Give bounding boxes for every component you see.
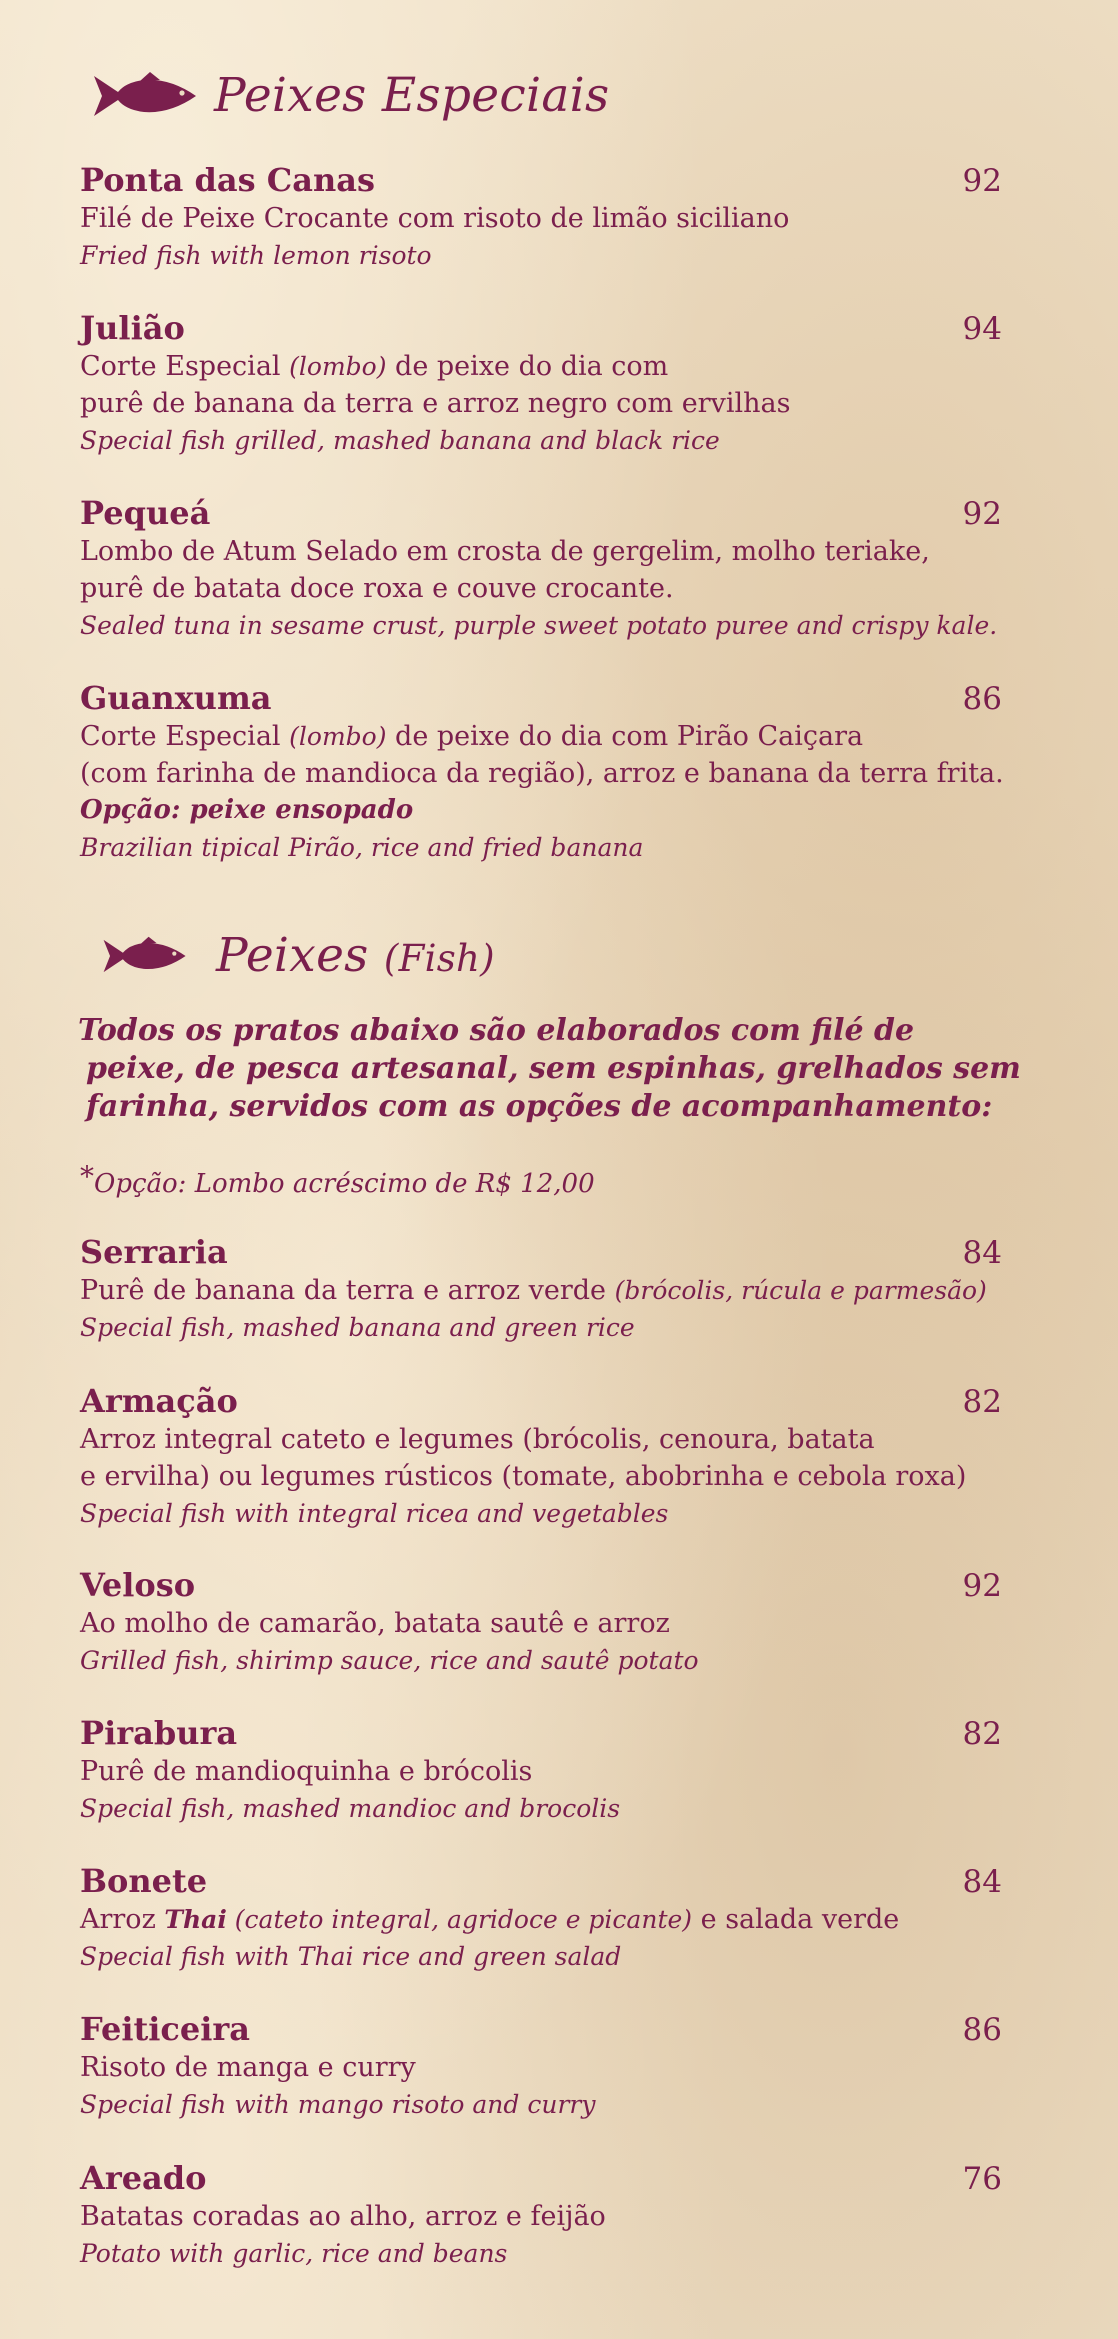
item-price: 92 [962, 496, 1002, 532]
item-price: 84 [962, 1864, 1002, 1900]
item-price: 84 [962, 1235, 1002, 1271]
menu-item-juliao [80, 309, 1010, 459]
menu-item-veloso [80, 1566, 1010, 1679]
item-price: 92 [962, 163, 1002, 199]
item-description-line2: e ervilha) ou legumes rústicos (tomate, abobrinha e cebola roxa) [80, 1461, 967, 1492]
section-intro [78, 1012, 1038, 1126]
fish-icon [92, 70, 204, 122]
desc-part: Corte Especial [80, 721, 290, 752]
item-description-line2: purê de banana da terra e arroz negro com ervilhas [80, 388, 791, 419]
section-title [216, 928, 495, 983]
item-description: Risoto de manga e curry [80, 2052, 416, 2083]
item-description-en: Potato with garlic, rice and beans [80, 2239, 508, 2268]
intro-line: peixe, de pesca artesanal, sem espinhas, grelhados sem [86, 1051, 1021, 1086]
item-price: 94 [962, 311, 1002, 347]
menu-item-guanxuma [80, 679, 1010, 866]
fish-icon [102, 935, 192, 977]
item-description-en: Special fish grilled, mashed banana and black rice [80, 426, 720, 455]
item-description: Batatas coradas ao alho, arroz e feijão [80, 2201, 606, 2232]
section-title: Peixes Especiais [214, 68, 610, 123]
menu-item-areado [80, 2159, 1010, 2272]
desc-part: de peixe do dia com Pirão Caiçara [386, 721, 864, 752]
desc-italic: (lombo) [289, 722, 387, 751]
item-description-en: Special fish, mashed mandioc and brocolis [80, 1794, 621, 1823]
item-description [80, 1901, 1010, 1938]
item-description: Lombo de Atum Selado em crosta de gergelim, molho teriake, [80, 536, 930, 567]
item-description-en: Fried fish with lemon risoto [80, 241, 432, 270]
intro-line: farinha, servidos com as opções de acompanhamento: [86, 1089, 993, 1124]
item-name: Veloso [80, 1566, 196, 1604]
item-name: Armação [80, 1382, 238, 1420]
item-name: Areado [80, 2159, 207, 2197]
menu-item-ponta-das-canas [80, 161, 1010, 274]
item-price: 86 [962, 681, 1002, 717]
section-header-peixes [0, 928, 1118, 983]
item-price: 92 [962, 1568, 1002, 1604]
item-description-en: Special fish with mango risoto and curry [80, 2090, 596, 2119]
desc-italic: (lombo) [289, 352, 387, 381]
item-description-line2: (com farinha de mandioca da região), arroz e banana da terra frita. [80, 758, 1004, 789]
menu-item-armacao [80, 1382, 1010, 1532]
item-name: Julião [80, 309, 185, 347]
item-description-en: Brazilian tipical Pirão, rice and fried banana [80, 833, 644, 862]
menu-item-serraria [80, 1233, 1010, 1346]
item-name: Pirabura [80, 1714, 238, 1752]
desc-part: Purê de banana da terra e arroz verde [80, 1275, 615, 1306]
intro-line: Todos os pratos abaixo são elaborados com filé de [78, 1013, 915, 1048]
item-description-en: Special fish, mashed banana and green rice [80, 1313, 635, 1342]
item-description: Purê de mandioquinha e brócolis [80, 1756, 533, 1787]
desc-part: de peixe do dia com [386, 351, 669, 382]
menu-item-bonete [80, 1862, 1010, 1975]
item-description [80, 718, 1010, 755]
item-description-en: Grilled fish, shirimp sauce, rice and sautê potato [80, 1646, 699, 1675]
item-price: 76 [962, 2161, 1002, 2197]
item-name: Pequeá [80, 494, 211, 532]
price-note [80, 1160, 595, 1199]
item-price: 82 [962, 1716, 1002, 1752]
item-name: Bonete [80, 1862, 208, 1900]
item-price: 82 [962, 1384, 1002, 1420]
section-title-sub: (Fish) [383, 937, 495, 980]
note-asterisk: * [80, 1160, 94, 1193]
menu-item-feiticeira [80, 2010, 1010, 2123]
item-description-en: Special fish with integral ricea and vegetables [80, 1499, 669, 1528]
item-description-line2: purê de batata doce roxa e couve crocante. [80, 573, 674, 604]
item-name: Serraria [80, 1233, 228, 1271]
item-name: Feiticeira [80, 2010, 251, 2048]
item-name: Ponta das Canas [80, 161, 375, 199]
item-option: Opção: peixe ensopado [80, 795, 414, 825]
item-name: Guanxuma [80, 679, 272, 717]
item-description: Arroz integral cateto e legumes (brócolis, cenoura, batata [80, 1424, 875, 1455]
desc-italic: (cateto integral, agridoce e picante) [226, 1905, 693, 1934]
desc-part: e salada verde [692, 1904, 900, 1935]
desc-part: Arroz [80, 1904, 165, 1935]
item-description-en: Special fish with Thai rice and green salad [80, 1942, 622, 1971]
item-description [80, 1272, 1010, 1309]
menu-item-pequea [80, 494, 1010, 644]
item-description: Ao molho de camarão, batata sautê e arroz [80, 1608, 670, 1639]
section-title-main: Peixes [216, 928, 369, 983]
note-text: Opção: Lombo acréscimo de R$ 12,00 [94, 1169, 595, 1199]
item-description [80, 348, 1010, 385]
desc-italic: (brócolis, rúcula e parmesão) [614, 1276, 987, 1305]
menu-item-pirabura [80, 1714, 1010, 1827]
item-price: 86 [962, 2012, 1002, 2048]
desc-bold-italic: Thai [164, 1905, 227, 1934]
item-description-en: Sealed tuna in sesame crust, purple sweet potato puree and crispy kale. [80, 611, 998, 640]
section-header-especiais [0, 68, 1118, 123]
desc-part: Corte Especial [80, 351, 290, 382]
item-description: Filé de Peixe Crocante com risoto de limão siciliano [80, 203, 790, 234]
